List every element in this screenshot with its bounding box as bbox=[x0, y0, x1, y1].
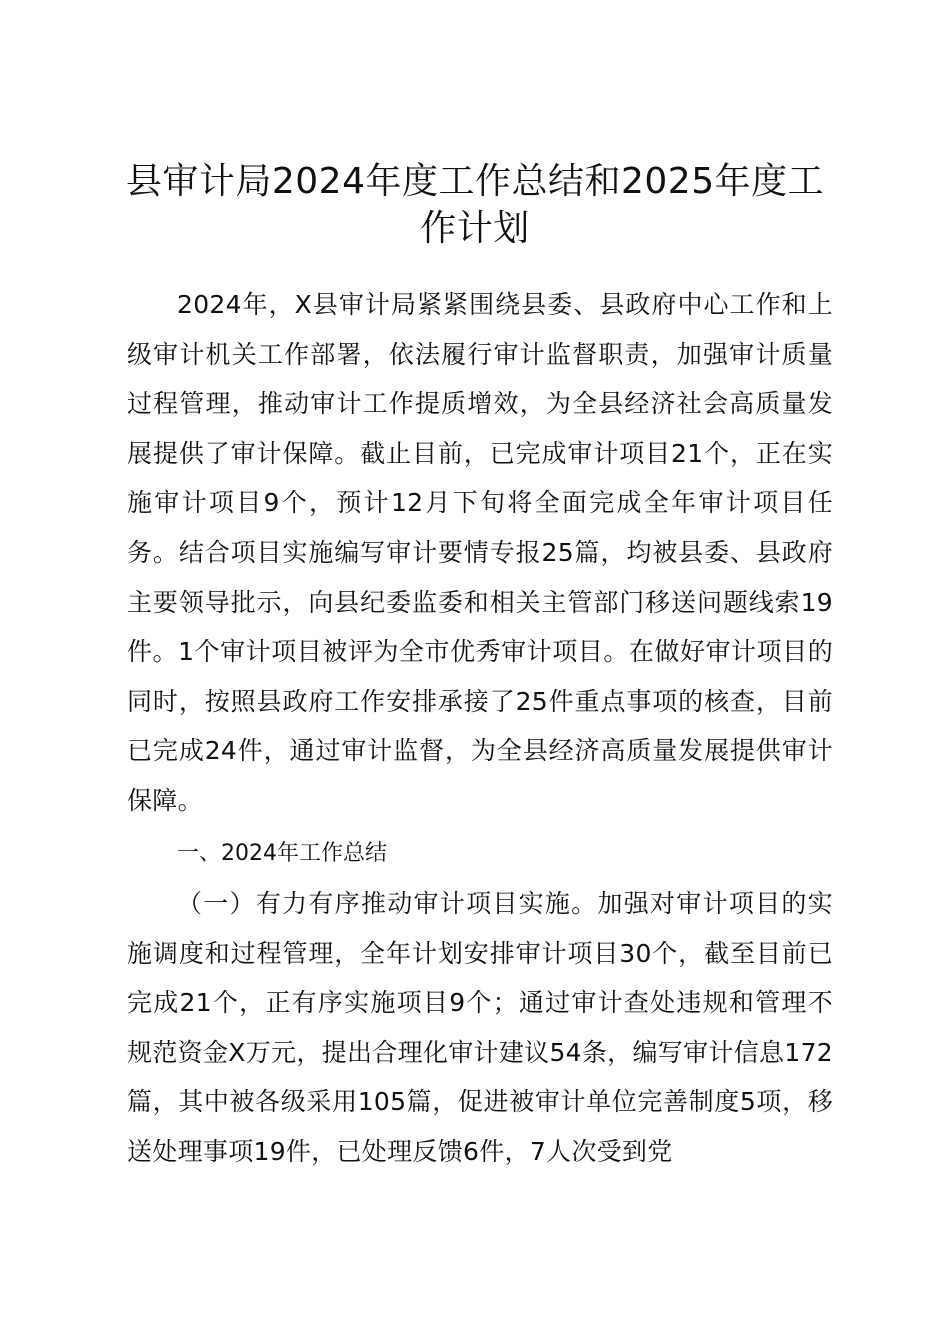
section-paragraph: （一）有力有序推动审计项目实施。加强对审计项目的实施调度和过程管理，全年计划安排审计项目30个，截至目前已完成21个，正有序实施项目9个；通过审计查处违规和管理不规范资金X万元，提出合理化审计建议54条，编写审计信息172篇，其中被各级采用105篇，促进被审计单位完善制度5项，移送处理事项19件，已处理反馈6件，7人次受到党 bbox=[127, 889, 833, 1166]
intro-paragraph: 2024年，X县审计局紧紧围绕县委、县政府中心工作和上级审计机关工作部署，依法履行审计监督职责，加强审计质量过程管理，推动审计工作提质增效，为全县经济社会高质量发展提供了审计保障。截止目前，已完成审计项目21个，正在实施审计项目9个，预计12月下旬将全面完成全年审计项目任务。结合项目实施编写审计要情专报25篇，均被县委、县政府主要领导批示，向县纪委监委和相关主管部门移送问题线索19件。1个审计项目被评为全市优秀审计项目。在做好审计项目的同时，按照县政府工作安排承接了25件重点事项的核查，目前已完成24件，通过审计监督，为全县经济高质量发展提供审计保障。 bbox=[127, 290, 833, 815]
section-heading: 一、2024年工作总结 bbox=[177, 841, 387, 866]
document-title: 县审计局2024年度工作总结和2025年度工作计划 bbox=[125, 161, 825, 249]
